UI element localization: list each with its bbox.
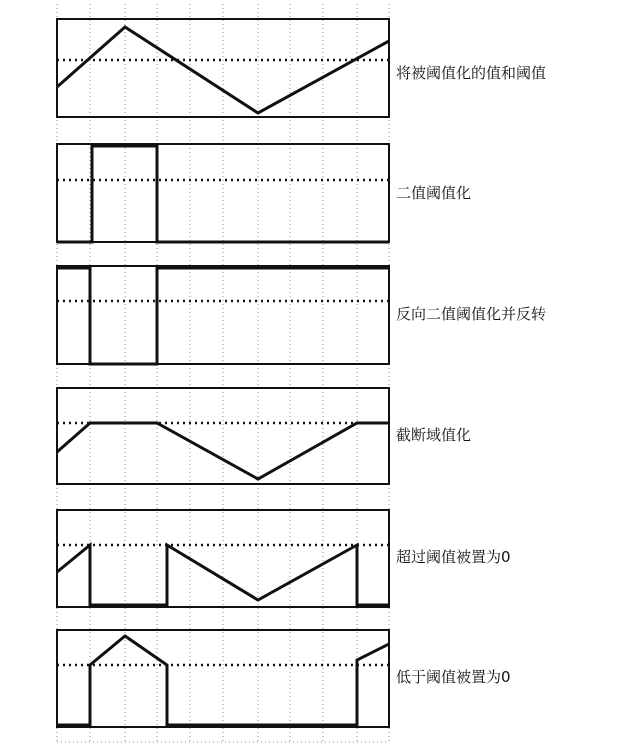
panel-label-binary-inverted: 反向二值阈值化并反转 <box>396 305 547 323</box>
panel-label-binary: 二值阈值化 <box>396 184 472 202</box>
panel-label-to-zero-below: 低于阈值被置为0 <box>396 668 511 686</box>
vertical-dotted-grid <box>57 4 389 742</box>
truncate-output <box>57 423 389 479</box>
panel-label-to-zero-above: 超过阈值被置为0 <box>396 548 511 566</box>
panel-label-source: 将被阈值化的值和阈值 <box>396 64 547 82</box>
panel-label-truncate: 截断域值化 <box>396 426 472 444</box>
